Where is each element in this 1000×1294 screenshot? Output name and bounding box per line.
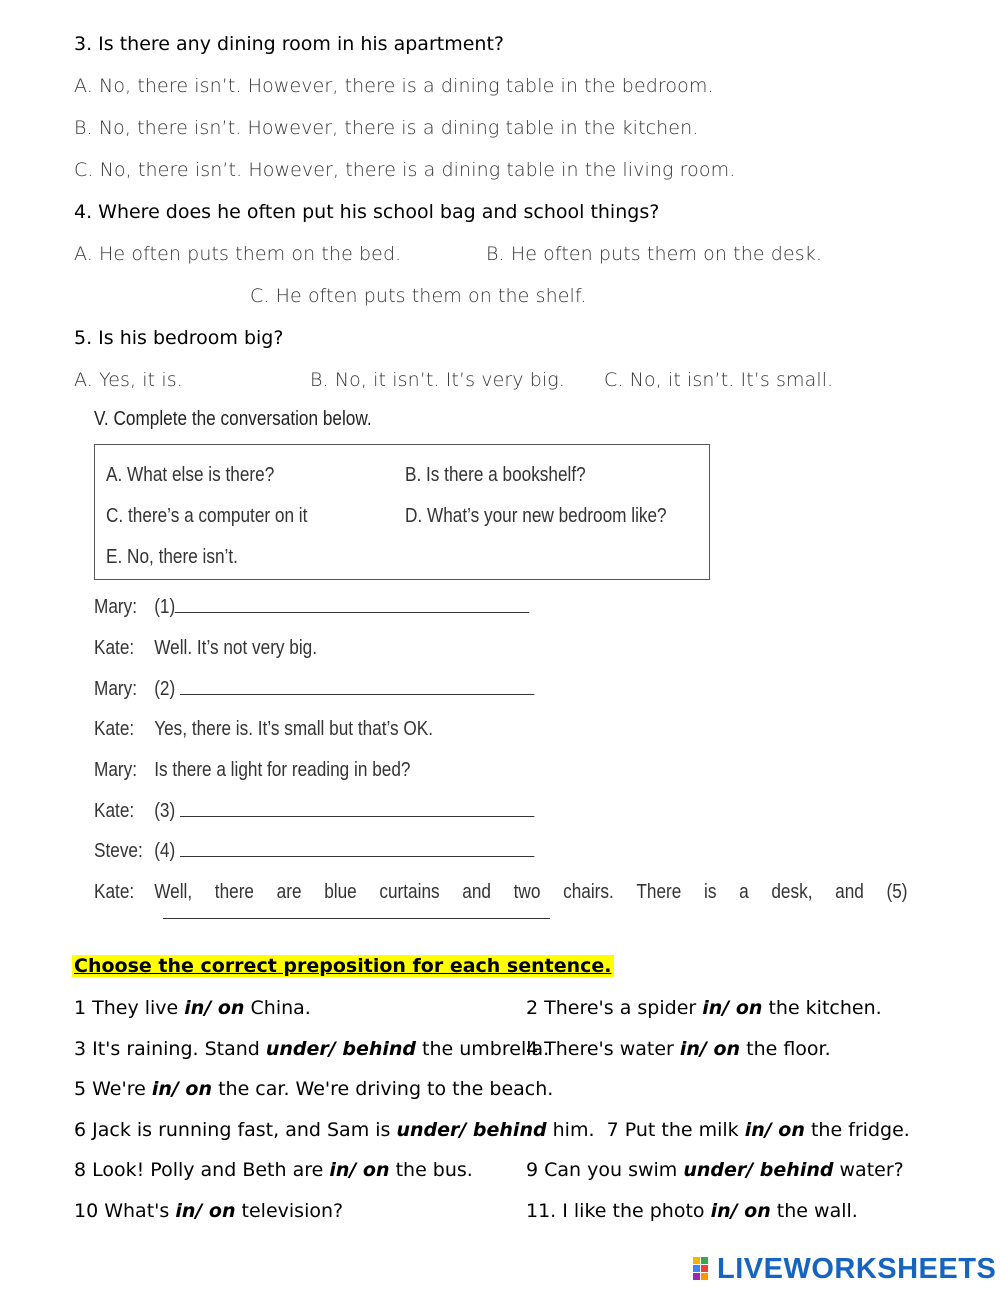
dialogue-word: chairs. [563,881,614,903]
preposition-choice[interactable]: in/ on [702,997,763,1019]
question-5-option-b: B. No, it isn’t. It’s very big. [310,369,565,391]
speaker: Kate: [94,718,135,740]
dialogue-line-2 [94,637,317,660]
line-text: (1) [154,596,176,618]
question-4-option-c: C. He often puts them on the shelf. [250,285,587,307]
answer-blank-1[interactable] [175,596,529,613]
answer-blank-4[interactable] [180,840,534,857]
sentence-text: him. [546,1119,595,1141]
box-option-d: D. What’s your new bedroom like? [405,505,667,527]
dialogue-line-8 [94,881,916,904]
preposition-choice[interactable]: in/ on [679,1038,741,1060]
dialogue-word: blue [324,881,357,903]
sentence-text: the kitchen. [762,997,882,1019]
sentence-4 [526,1038,831,1060]
sentence-5 [74,1078,553,1100]
preposition-choice[interactable]: in/ on [710,1200,771,1222]
sentence-text: 1 They live [74,997,185,1019]
question-5: 5. Is his bedroom big? [74,327,284,349]
preposition-choice[interactable]: in/ on [151,1078,213,1100]
question-3-option-c: C. No, there isn’t. However, there is a dining table in the living room. [74,159,736,181]
dialogue-word: and [462,881,491,903]
preposition-choice[interactable]: under/ behind [265,1038,416,1060]
line-text: Yes, there is. It’s small but that’s OK. [154,718,434,740]
dialogue-word: two [513,881,541,903]
sentence-text: 11. I like the photo [526,1200,711,1222]
answer-blank-5[interactable] [163,918,550,919]
sentence-text: the wall. [770,1200,858,1222]
sentence-text: 10 What's [74,1200,176,1222]
dialogue-word: there [214,881,255,903]
box-option-b: B. Is there a bookshelf? [405,464,586,486]
box-option-e: E. No, there isn’t. [106,546,238,568]
speaker: Kate: [94,800,135,822]
question-4-option-b: B. He often puts them on the desk. [486,243,822,265]
sentence-1 [74,997,311,1019]
speaker: Mary: [94,759,137,781]
speaker: Kate: [94,637,135,659]
question-3: 3. Is there any dining room in his apartment? [74,33,504,55]
dialogue-word: is [704,881,717,903]
sentence-text: the car. We're driving to the beach. [212,1078,554,1100]
sentence-text: the fridge. [804,1119,910,1141]
sentence-10 [74,1200,343,1222]
sentence-text: 3 It's raining. Stand [74,1038,266,1060]
preposition-choice[interactable]: in/ on [744,1119,805,1141]
speaker: Steve: [94,840,143,862]
sentence-text: the floor. [740,1038,831,1060]
sentence-text: 5 We're [74,1078,152,1100]
sentence-text: 4 There's water [526,1038,680,1060]
speaker: Mary: [94,678,137,700]
dialogue-word: Well, [154,881,193,903]
answer-blank-2[interactable] [180,678,534,695]
sentence-9 [526,1159,904,1181]
answer-blank-3[interactable] [180,800,534,817]
sentence-text: China. [244,997,311,1019]
preposition-choice[interactable]: in/ on [329,1159,390,1181]
sentence-text: the umbrella. [416,1038,550,1060]
sentence-text: the bus. [389,1159,473,1181]
dialogue-word: desk, [771,881,813,903]
sentence-text: 9 Can you swim [526,1159,684,1181]
dialogue-line-6 [94,800,534,823]
preposition-choice[interactable]: in/ on [175,1200,236,1222]
sentence-text: 2 There's a spider [526,997,703,1019]
sentence-text: television? [235,1200,344,1222]
dialogue-line-1 [94,596,530,619]
speaker: Kate: [94,881,135,903]
dialogue-word: curtains [379,881,440,903]
sentence-text: 7 Put the milk [606,1119,745,1141]
line-text: (4) [154,840,176,862]
dialogue-line-5 [94,759,410,782]
prepositions-title: Choose the correct preposition for each sentence. [74,955,612,977]
box-option-a: A. What else is there? [106,464,275,486]
logo-text: LIVEWORKSHEETS [717,1252,997,1285]
preposition-choice[interactable]: under/ behind [396,1119,547,1141]
question-5-option-c: C. No, it isn’t. It’s small. [604,369,834,391]
question-4-option-a: A. He often puts them on the bed. [74,243,402,265]
sentence-text: 8 Look! Polly and Beth are [74,1159,330,1181]
sentence-6 [74,1119,910,1141]
question-5-option-a: A. Yes, it is. [74,369,183,391]
sentence-8 [74,1159,473,1181]
sentence-11 [526,1200,858,1222]
dialogue-word: a [739,881,749,903]
box-option-c: C. there’s a computer on it [106,505,308,527]
line-text: Is there a light for reading in bed? [154,759,411,781]
sentence-text: 6 Jack is running fast, and Sam is [74,1119,397,1141]
line-text: (3) [154,800,176,822]
dialogue-word: and [835,881,864,903]
question-3-option-a: A. No, there isn’t. However, there is a dining table in the bedroom. [74,75,714,97]
line-text [154,881,907,904]
dialogue-line-7 [94,840,534,863]
question-3-option-b: B. No, there isn’t. However, there is a dining table in the kitchen. [74,117,699,139]
dialogue-word: are [276,881,302,903]
preposition-choice[interactable]: in/ on [184,997,245,1019]
sentence-2 [526,997,882,1019]
sentence-text: water? [833,1159,904,1181]
liveworksheets-logo-icon [693,1257,717,1281]
liveworksheets-logo[interactable] [693,1253,996,1285]
line-text: (2) [154,678,176,700]
section-5-title: V. Complete the conversation below. [94,408,372,430]
dialogue-line-4 [94,718,433,741]
sentence-3 [74,1038,549,1060]
line-text: Well. It’s not very big. [154,637,318,659]
dialogue-line-3 [94,678,534,701]
speaker: Mary: [94,596,137,618]
dialogue-word: There [636,881,682,903]
question-4: 4. Where does he often put his school bag and school things? [74,201,660,223]
preposition-choice[interactable]: under/ behind [683,1159,834,1181]
dialogue-word: (5) [886,881,908,903]
